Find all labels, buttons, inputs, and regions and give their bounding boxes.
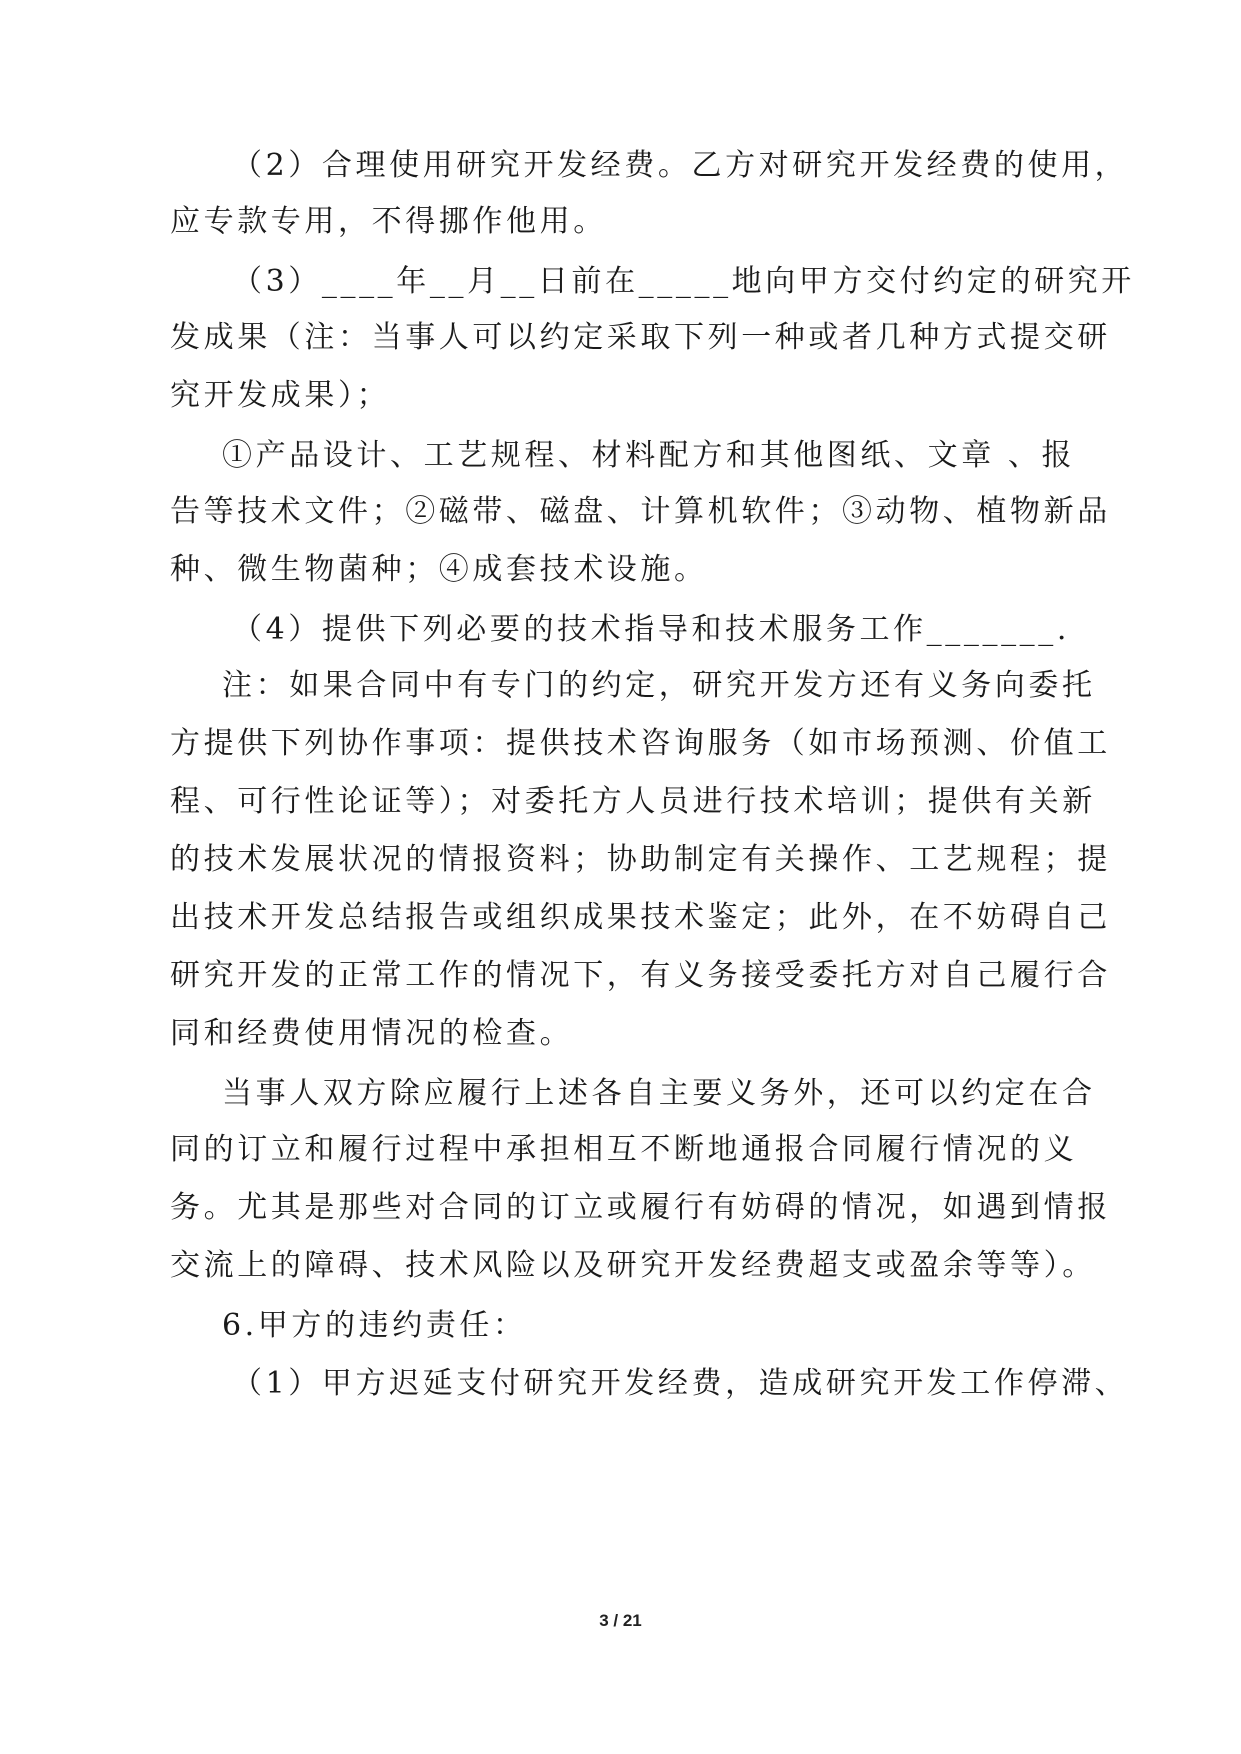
text-line: 究开发成果）； <box>170 378 391 413</box>
page-number: 3 / 21 <box>599 1611 642 1630</box>
text-line: （4）提供下列必要的技术指导和技术服务工作_______. <box>232 612 1071 647</box>
text-line: 注：如果合同中有专门的约定，研究开发方还有义务向委托 <box>222 668 1096 703</box>
text-line: 程、可行性论证等）；对委托方人员进行技术培训；提供有关新 <box>170 784 1096 819</box>
text-line: 方提供下列协作事项：提供技术咨询服务（如市场预测、价值工 <box>170 726 1111 761</box>
text-line: 6.甲方的违约责任： <box>222 1308 527 1343</box>
text-line: 出技术开发总结报告或组织成果技术鉴定；此外，在不妨碍自己 <box>170 900 1111 935</box>
text-line: （2）合理使用研究开发经费。乙方对研究开发经费的使用， <box>232 148 1129 183</box>
text-line: 务。尤其是那些对合同的订立或履行有妨碍的情况，如遇到情报 <box>170 1190 1111 1225</box>
text-line: （1）甲方迟延支付研究开发经费，造成研究开发工作停滞、 <box>232 1366 1129 1401</box>
text-line: 应专款专用，不得挪作他用。 <box>170 204 607 239</box>
text-line: 交流上的障碍、技术风险以及研究开发经费超支或盈余等等）。 <box>170 1248 1096 1283</box>
text-line: 研究开发的正常工作的情况下，有义务接受委托方对自己履行合 <box>170 958 1111 993</box>
text-line: 种、微生物菌种；④成套技术设施。 <box>170 552 708 587</box>
text-line: （3）____年__月__日前在_____地向甲方交付约定的研究开 <box>232 264 1135 299</box>
text-line: ①产品设计、工艺规程、材料配方和其他图纸、文章 、报 <box>222 438 1076 473</box>
text-line: 当事人双方除应履行上述各自主要义务外，还可以约定在合 <box>222 1076 1096 1111</box>
text-line: 同和经费使用情况的检查。 <box>170 1016 574 1051</box>
text-line: 告等技术文件；②磁带、磁盘、计算机软件；③动物、植物新品 <box>170 494 1111 529</box>
text-line: 的技术发展状况的情报资料；协助制定有关操作、工艺规程；提 <box>170 842 1111 877</box>
text-line: 同的订立和履行过程中承担相互不断地通报合同履行情况的义 <box>170 1132 1078 1167</box>
text-line: 发成果（注：当事人可以约定采取下列一种或者几种方式提交研 <box>170 320 1111 355</box>
